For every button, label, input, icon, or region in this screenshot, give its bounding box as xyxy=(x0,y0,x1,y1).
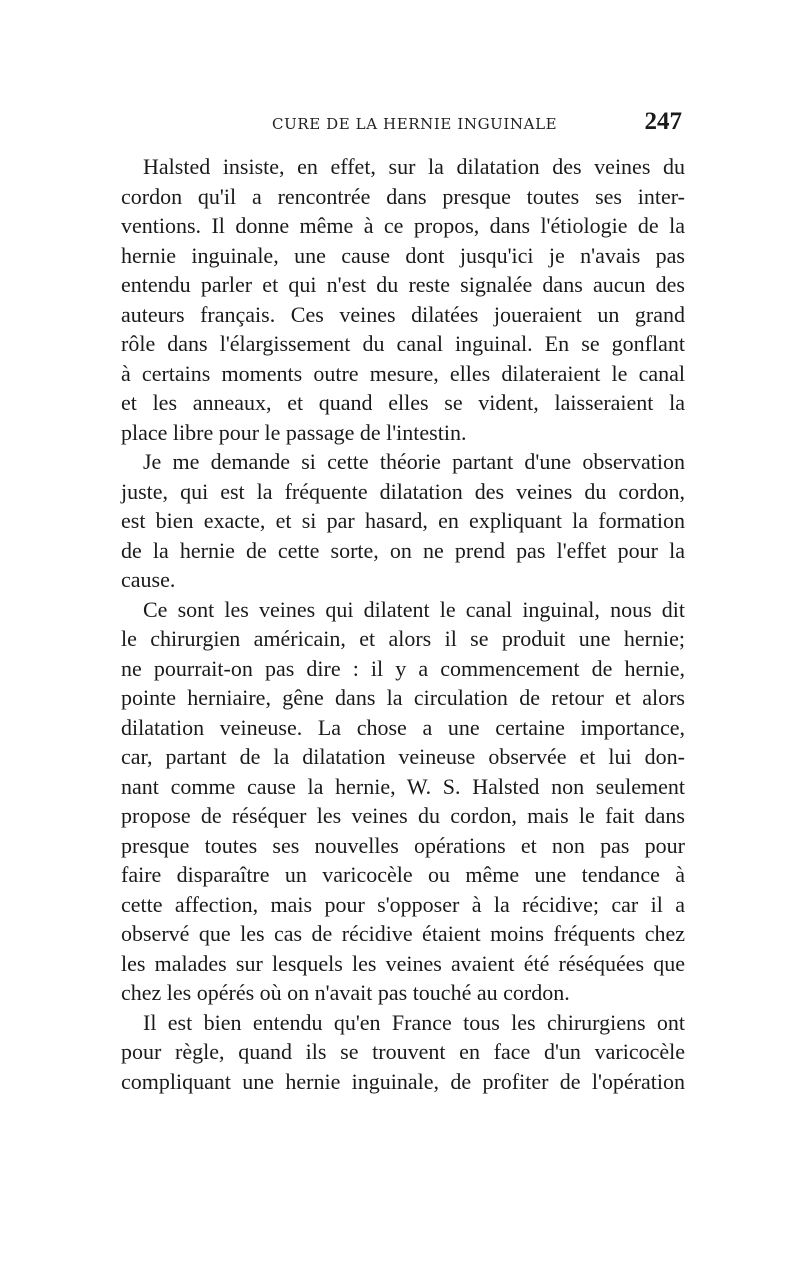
body-text xyxy=(121,152,685,1096)
text-line: le chirurgien américain, et alors il se produit une hernie; xyxy=(121,626,685,651)
text-line: observé que les cas de récidive étaient moins fréquents chez xyxy=(121,921,685,946)
paragraph-1 xyxy=(121,152,685,447)
text-line: pointe herniaire, gêne dans la circulation de retour et alors xyxy=(121,685,685,710)
running-title: CURE DE LA HERNIE INGUINALE xyxy=(272,115,558,133)
page-number: 247 xyxy=(644,108,682,135)
text-line: propose de réséquer les veines du cordon, mais le fait dans xyxy=(121,803,685,828)
text-line: rôle dans l'élargissement du canal inguinal. En se gonflant xyxy=(121,331,685,356)
text-line: et les anneaux, et quand elles se vident, laisseraient la xyxy=(121,390,685,415)
text-line: hernie inguinale, une cause dont jusqu'ici je n'avais pas xyxy=(121,242,685,268)
text-line: auteurs français. Ces veines dilatées joueraient un grand xyxy=(121,301,685,327)
text-line: car, partant de la dilatation veineuse observée et lui don- xyxy=(121,744,685,769)
text-line: faire disparaître un varicocèle ou même une tendance à xyxy=(121,862,685,887)
text-line: entendu parler et qui n'est du reste signalée dans aucun des xyxy=(121,272,685,297)
text-line: cordon qu'il a rencontrée dans presque toutes ses inter- xyxy=(121,183,685,209)
text-line: ventions. Il donne même à ce propos, dans l'étiologie de la xyxy=(121,213,685,238)
text-line: Halsted insiste, en effet, sur la dilatation des veines du xyxy=(143,154,685,179)
paragraph-2 xyxy=(121,447,685,595)
text-line: dilatation veineuse. La chose a une certaine importance, xyxy=(121,714,685,740)
text-line: juste, qui est la fréquente dilatation des veines du cordon, xyxy=(121,478,685,504)
text-line: Je me demande si cette théorie partant d'une observation xyxy=(143,449,685,474)
text-line: nant comme cause la hernie, W. S. Halsted non seulement xyxy=(121,773,685,799)
text-line: ne pourrait-on pas dire : il y a commencement de hernie, xyxy=(121,655,685,681)
paragraph-4 xyxy=(121,1008,685,1097)
text-line: les malades sur lesquels les veines avaient été réséquées que xyxy=(121,950,685,976)
text-line: à certains moments outre mesure, elles dilateraient le canal xyxy=(121,360,685,386)
text-line: cause. xyxy=(121,567,176,592)
text-line: compliquant une hernie inguinale, de profiter de l'opération xyxy=(121,1068,685,1094)
text-line: cette affection, mais pour s'opposer à la récidive; car il a xyxy=(121,891,685,917)
text-line: presque toutes ses nouvelles opérations et non pas pour xyxy=(121,832,685,858)
text-line: chez les opérés où on n'avait pas touché au cordon. xyxy=(121,980,570,1005)
text-line: de la hernie de cette sorte, on ne prend pas l'effet pour la xyxy=(121,537,685,563)
text-line: pour règle, quand ils se trouvent en face d'un varicocèle xyxy=(121,1039,685,1064)
text-line: place libre pour le passage de l'intestin. xyxy=(121,419,467,445)
text-line: Il est bien entendu qu'en France tous les chirurgiens ont xyxy=(143,1009,685,1035)
paragraph-3 xyxy=(121,595,685,1008)
text-line: est bien exacte, et si par hasard, en expliquant la formation xyxy=(121,508,685,533)
text-line: Ce sont les veines qui dilatent le canal inguinal, nous dit xyxy=(143,596,685,622)
